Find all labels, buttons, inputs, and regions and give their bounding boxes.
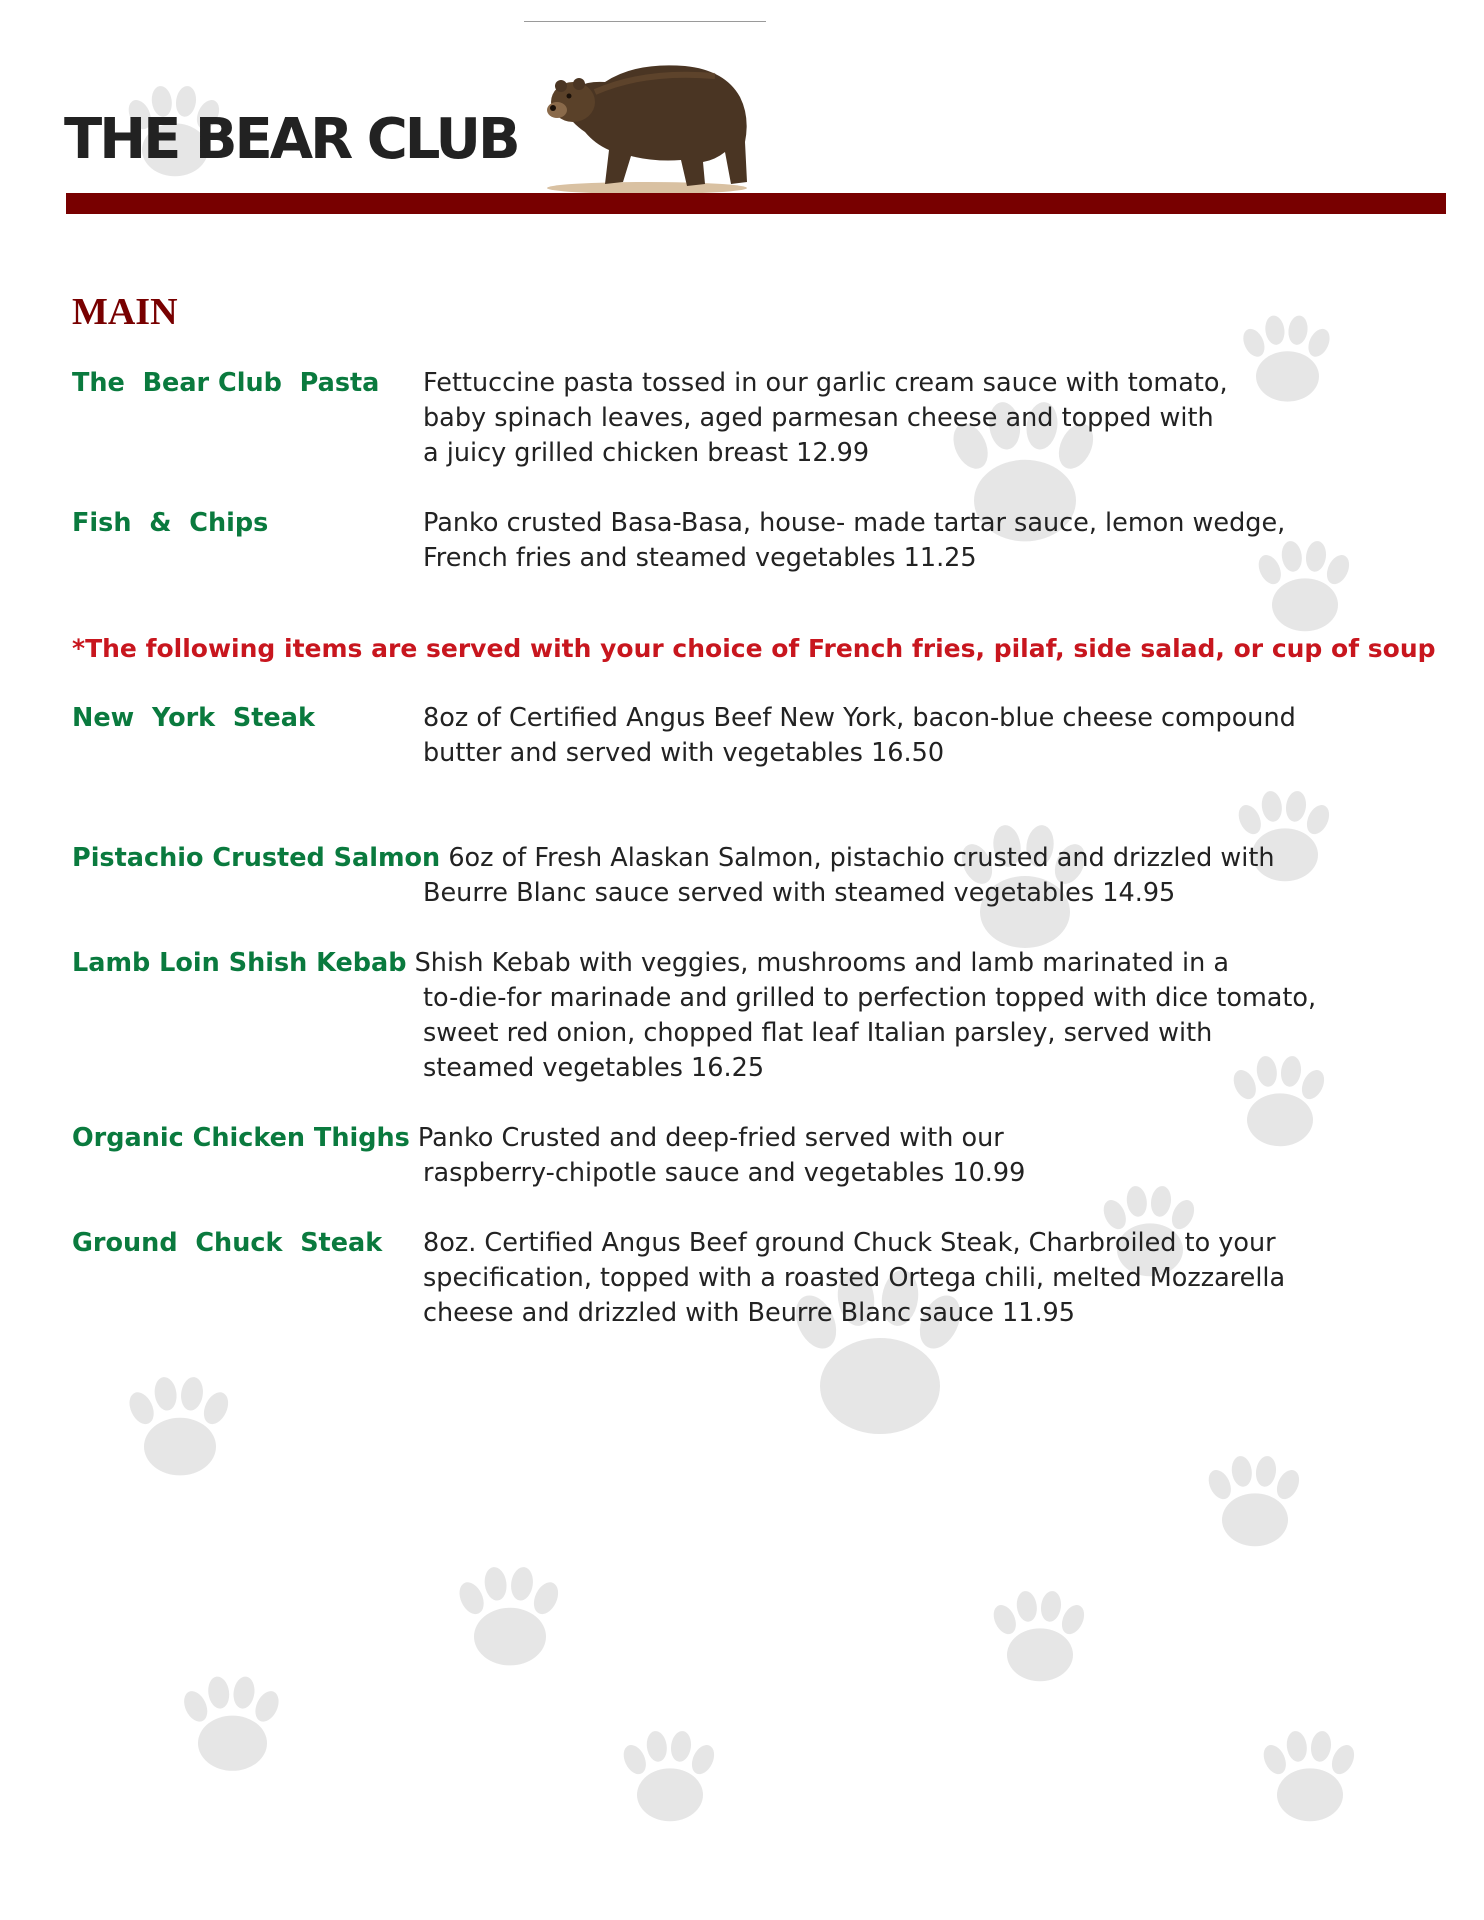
description-line: Shish Kebab with veggies, mushrooms and lamb marinated in a — [414, 948, 1229, 978]
description-line: cheese and drizzled with Beurre Blanc sauce 11.95 — [423, 1298, 1075, 1328]
item-name: Lamb Loin Shish Kebab — [72, 948, 407, 978]
item-name: New York Steak — [72, 703, 315, 733]
item-name: The Bear Club Pasta — [72, 368, 380, 398]
bear-icon — [535, 52, 760, 195]
description-line: steamed vegetables 16.25 — [423, 1053, 765, 1083]
description-line: Panko Crusted and deep-fried served with our — [417, 1123, 1004, 1153]
description-line: to-die-for marinade and grilled to perfection topped with dice tomato, — [423, 983, 1317, 1013]
item-description — [423, 1226, 1402, 1331]
menu-item — [72, 1121, 1402, 1191]
item-name: Organic Chicken Thighs — [72, 1123, 410, 1153]
menu-item — [72, 946, 1402, 1086]
description-line: raspberry-chipotle sauce and vegetables 10.99 — [423, 1158, 1026, 1188]
header-bar — [66, 193, 1446, 214]
item-description — [423, 506, 1402, 576]
menu-list — [72, 366, 1436, 1331]
item-description — [72, 876, 1402, 911]
section-title: MAIN — [72, 291, 178, 333]
menu-item — [72, 1226, 1402, 1331]
top-rule — [524, 21, 766, 22]
description-line: 8oz. Certified Angus Beef ground Chuck Steak, Charbroiled to your — [423, 1228, 1276, 1258]
description-line: Beurre Blanc sauce served with steamed vegetables 14.95 — [423, 878, 1176, 908]
item-name: Ground Chuck Steak — [72, 1228, 383, 1258]
description-line: baby spinach leaves, aged parmesan cheese and topped with — [423, 403, 1214, 433]
description-line: Panko crusted Basa-Basa, house- made tartar sauce, lemon wedge, — [423, 508, 1286, 538]
description-line: specification, topped with a roasted Ortega chili, melted Mozzarella — [423, 1263, 1286, 1293]
description-line: French fries and steamed vegetables 11.25 — [423, 543, 977, 573]
paw-print-icon — [450, 1555, 570, 1675]
description-line: Fettuccine pasta tossed in our garlic cream sauce with tomato, — [423, 368, 1228, 398]
description-line: a juicy grilled chicken breast 12.99 — [423, 438, 870, 468]
description-line: 8oz of Certified Angus Beef New York, bacon-blue cheese compound — [423, 703, 1296, 733]
description-line: sweet red onion, chopped flat leaf Italian parsley, served with — [423, 1018, 1213, 1048]
menu-item — [72, 701, 1402, 771]
page-title: THE BEAR CLUB — [64, 107, 518, 172]
paw-print-icon — [985, 1580, 1095, 1690]
description-line: butter and served with vegetables 16.50 — [423, 738, 945, 768]
item-description — [423, 701, 1402, 771]
item-description — [72, 981, 1402, 1086]
item-name: Pistachio Crusted Salmon — [72, 843, 441, 873]
item-name: Fish & Chips — [72, 508, 269, 538]
paw-print-icon — [1255, 1720, 1365, 1830]
paw-print-icon — [120, 1365, 240, 1485]
item-description — [423, 366, 1402, 471]
menu-item — [72, 506, 1402, 576]
item-description — [72, 1156, 1402, 1191]
paw-print-icon — [175, 1665, 290, 1780]
sides-note: *The following items are served with your choice of French fries, pilaf, side salad, or cup of soup — [72, 634, 1436, 663]
paw-print-icon — [615, 1720, 725, 1830]
paw-print-icon — [1200, 1445, 1310, 1555]
menu-item — [72, 366, 1402, 471]
description-line: 6oz of Fresh Alaskan Salmon, pistachio crusted and drizzled with — [448, 843, 1275, 873]
menu-item — [72, 841, 1402, 911]
